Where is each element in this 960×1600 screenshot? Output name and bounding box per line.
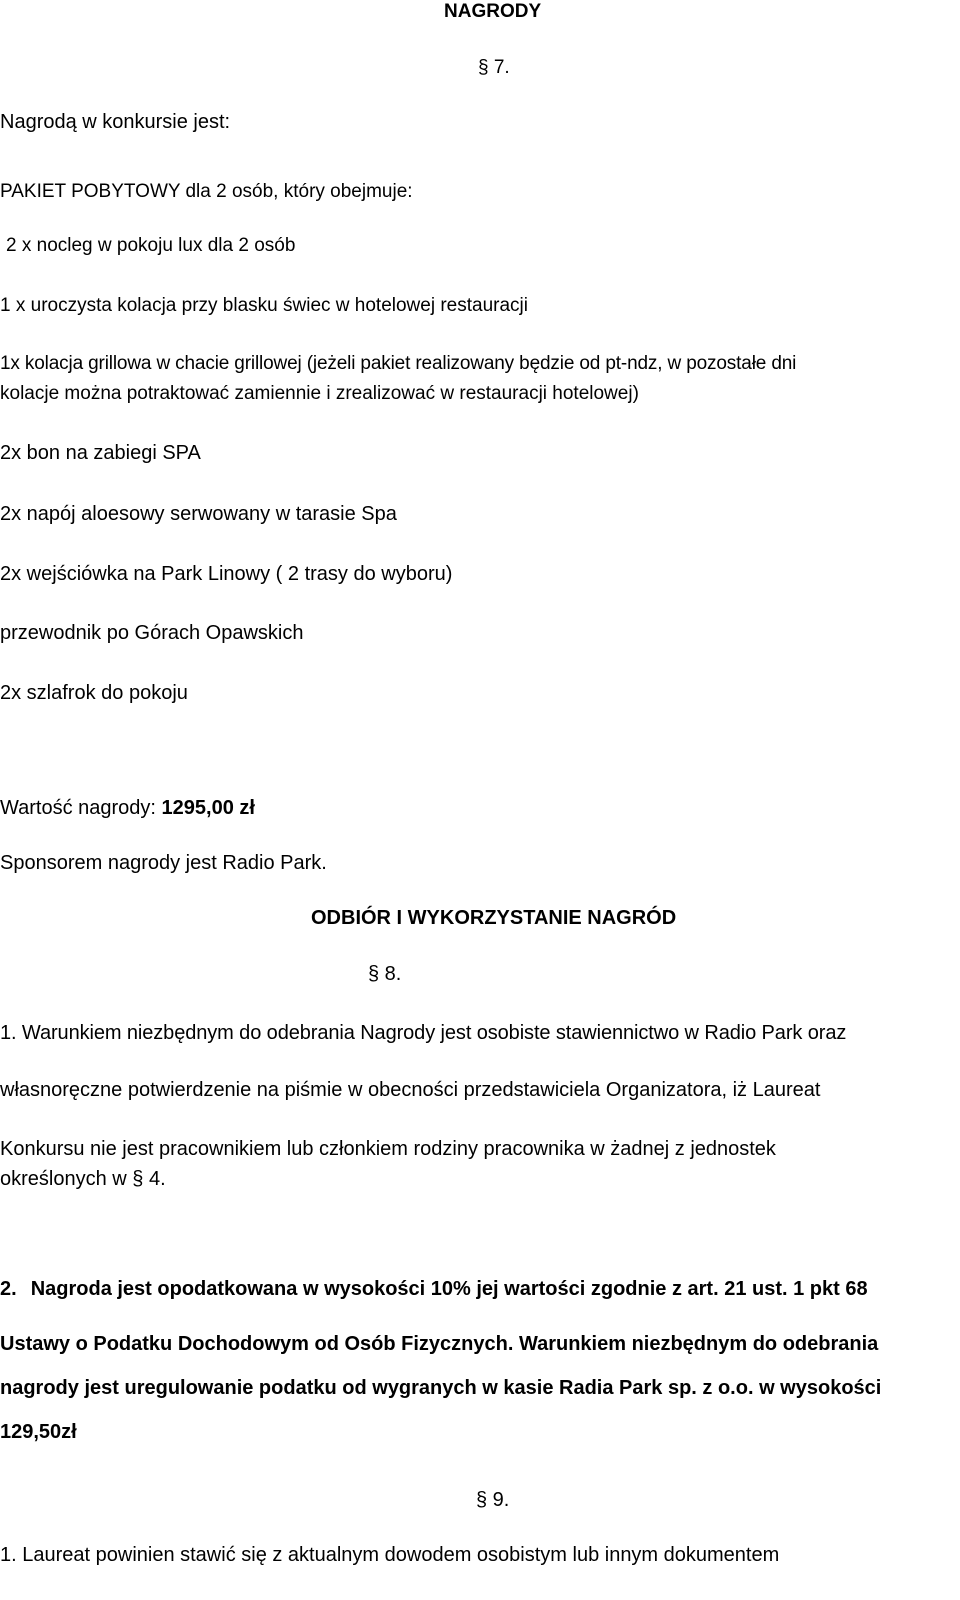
prize-value <box>0 798 255 818</box>
prize-value-amount: 1295,00 zł <box>161 797 255 819</box>
list-item: 2x napój aloesowy serwowany w tarasie Spa <box>0 503 397 525</box>
section-heading-nagrody: NAGRODY <box>444 1 542 22</box>
section-number-8: § 8. <box>368 963 402 985</box>
prize-value-label: Wartość nagrody: <box>0 797 162 819</box>
section-number-9: § 9. <box>476 1489 510 1511</box>
paragraph-line: Ustawy o Podatku Dochodowym od Osób Fizycznych. Warunkiem niezbędnym do odebrania <box>0 1333 879 1355</box>
paragraph-number: 2. <box>0 1278 17 1300</box>
section-number-7: § 7. <box>478 57 510 78</box>
paragraph-line: 129,50zł <box>0 1421 77 1443</box>
prize-intro: Nagrodą w konkursie jest: <box>0 111 231 133</box>
sponsor-line: Sponsorem nagrody jest Radio Park. <box>0 852 327 874</box>
paragraph-line: 1. Laureat powinien stawić się z aktualnym dowodem osobistym lub innym dokumentem <box>0 1544 780 1566</box>
list-item: kolacje można potraktować zamiennie i zrealizować w restauracji hotelowej) <box>0 383 639 404</box>
paragraph-line: Konkursu nie jest pracownikiem lub członkiem rodziny pracownika w żadnej z jednostek <box>0 1138 776 1160</box>
list-item: 1x kolacja grillowa w chacie grillowej (jeżeli pakiet realizowany będzie od pt-ndz, w pozostałe dni <box>0 353 797 374</box>
paragraph-line <box>0 1279 868 1299</box>
paragraph-line: określonych w § 4. <box>0 1168 166 1190</box>
list-item: 2 x nocleg w pokoju lux dla 2 osób <box>6 235 296 256</box>
list-item: 2x szlafrok do pokoju <box>0 682 188 704</box>
paragraph-line: nagrody jest uregulowanie podatku od wygranych w kasie Radia Park sp. z o.o. w wysokości <box>0 1377 882 1399</box>
paragraph-line: własnoręczne potwierdzenie na piśmie w obecności przedstawiciela Organizatora, iż Laureat <box>0 1079 821 1101</box>
list-item: 1 x uroczysta kolacja przy blasku świec w hotelowej restauracji <box>0 295 528 316</box>
paragraph-text: Nagroda jest opodatkowana w wysokości 10% jej wartości zgodnie z art. 21 ust. 1 pkt 68 <box>30 1278 868 1300</box>
list-item: 2x bon na zabiegi SPA <box>0 442 201 464</box>
paragraph-line: 1. Warunkiem niezbędnym do odebrania Nagrody jest osobiste stawiennictwo w Radio Park oraz <box>0 1022 847 1044</box>
list-item: 2x wejściówka na Park Linowy ( 2 trasy do wyboru) <box>0 563 453 585</box>
package-title: PAKIET POBYTOWY dla 2 osób, który obejmuje: <box>0 181 413 202</box>
list-item: przewodnik po Górach Opawskich <box>0 622 304 644</box>
section-heading-odbior: ODBIÓR I WYKORZYSTANIE NAGRÓD <box>311 907 677 929</box>
